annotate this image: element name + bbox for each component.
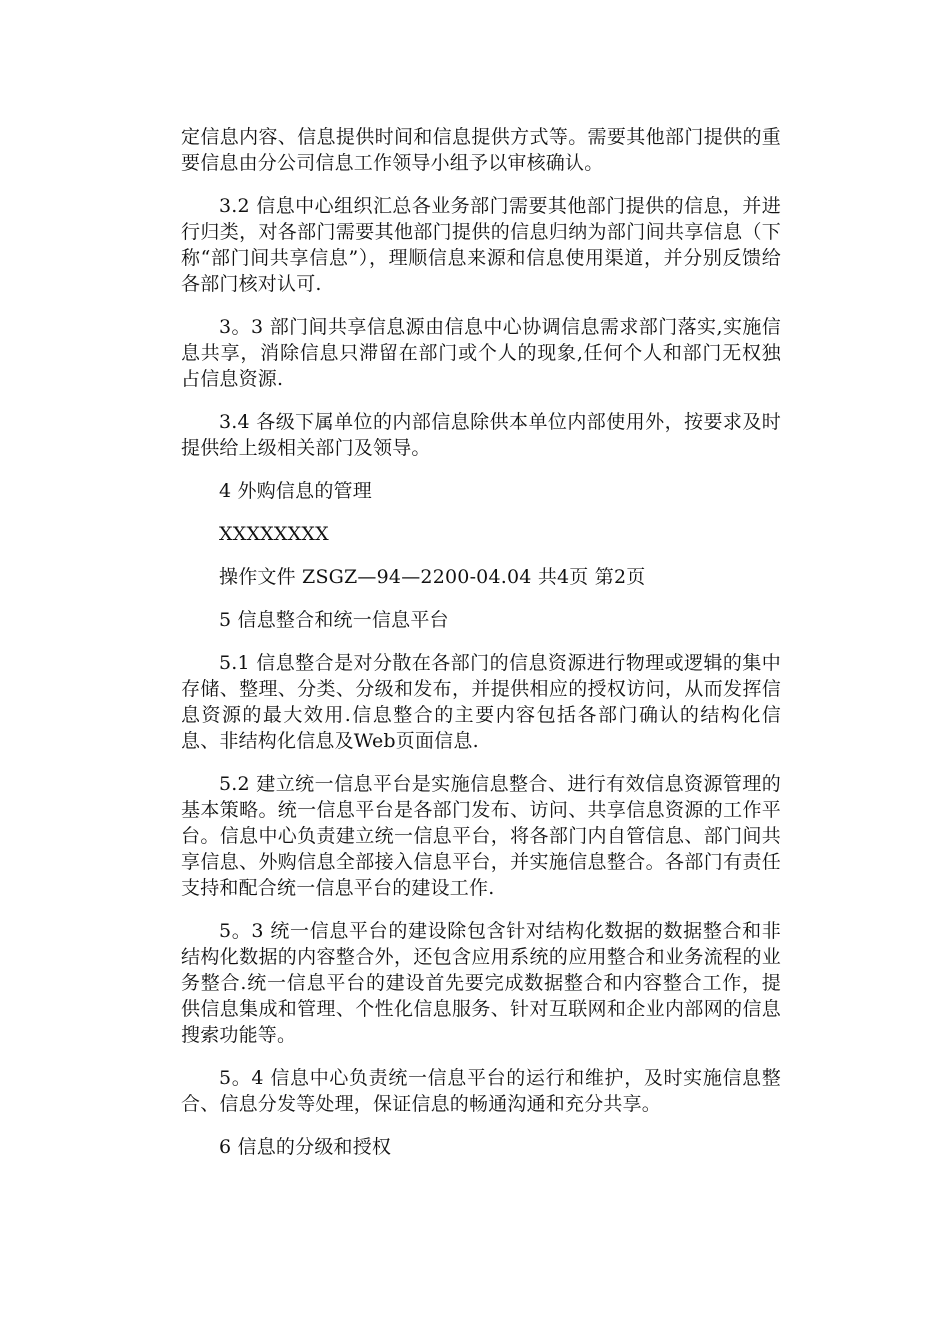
page-reference-line: 操作文件 ZSGZ—94—2200-04.04 共4页 第2页	[219, 566, 646, 588]
section-heading-6: 6 信息的分级和授权	[219, 1136, 392, 1158]
section-heading-5: 5 信息整合和统一信息平台	[219, 609, 449, 631]
paragraph-continuation: 定信息内容、信息提供时间和信息提供方式等。需要其他部门提供的重要信息由分公司信息工作领导小组予以审核确认。	[181, 126, 781, 174]
placeholder-line: XXXXXXXX	[219, 523, 329, 545]
paragraph-5-1: 5.1 信息整合是对分散在各部门的信息资源进行物理或逻辑的集中存储、整理、分类、分级和发布，并提供相应的授权访问，从而发挥信息资源的最大效用.信息整合的主要内容包括各部门确认的结构化信息、非结构化信息及Web页面信息.	[181, 652, 781, 752]
paragraph-5-4: 5。4 信息中心负责统一信息平台的运行和维护，及时实施信息整合、信息分发等处理，保证信息的畅通沟通和充分共享。	[181, 1067, 781, 1115]
paragraph-3-3: 3。3 部门间共享信息源由信息中心协调信息需求部门落实,实施信息共享，消除信息只滞留在部门或个人的现象,任何个人和部门无权独占信息资源.	[181, 316, 781, 390]
paragraph-5-2: 5.2 建立统一信息平台是实施信息整合、进行有效信息资源管理的基本策略。统一信息平台是各部门发布、访问、共享信息资源的工作平台。信息中心负责建立统一信息平台，将各部门内自管信息、部门间共享信息、外购信息全部接入信息平台，并实施信息整合。各部门有责任支持和配合统一信息平台的建设工作.	[181, 773, 781, 899]
paragraph-3-4: 3.4 各级下属单位的内部信息除供本单位内部使用外，按要求及时提供给上级相关部门及领导。	[181, 411, 781, 459]
paragraph-5-3: 5。3 统一信息平台的建设除包含针对结构化数据的数据整合和非结构化数据的内容整合外，还包含应用系统的应用整合和业务流程的业务整合.统一信息平台的建设首先要完成数据整合和内容整合工作，提供信息集成和管理、个性化信息服务、针对互联网和企业内部网的信息搜索功能等。	[181, 920, 781, 1046]
document-body	[181, 124, 781, 1177]
section-heading-4: 4 外购信息的管理	[219, 480, 372, 502]
paragraph-3-2: 3.2 信息中心组织汇总各业务部门需要其他部门提供的信息，并进行归类，对各部门需要其他部门提供的信息归纳为部门间共享信息（下称“部门间共享信息”），理顺信息来源和信息使用渠道，并分别反馈给各部门核对认可.	[181, 195, 781, 295]
